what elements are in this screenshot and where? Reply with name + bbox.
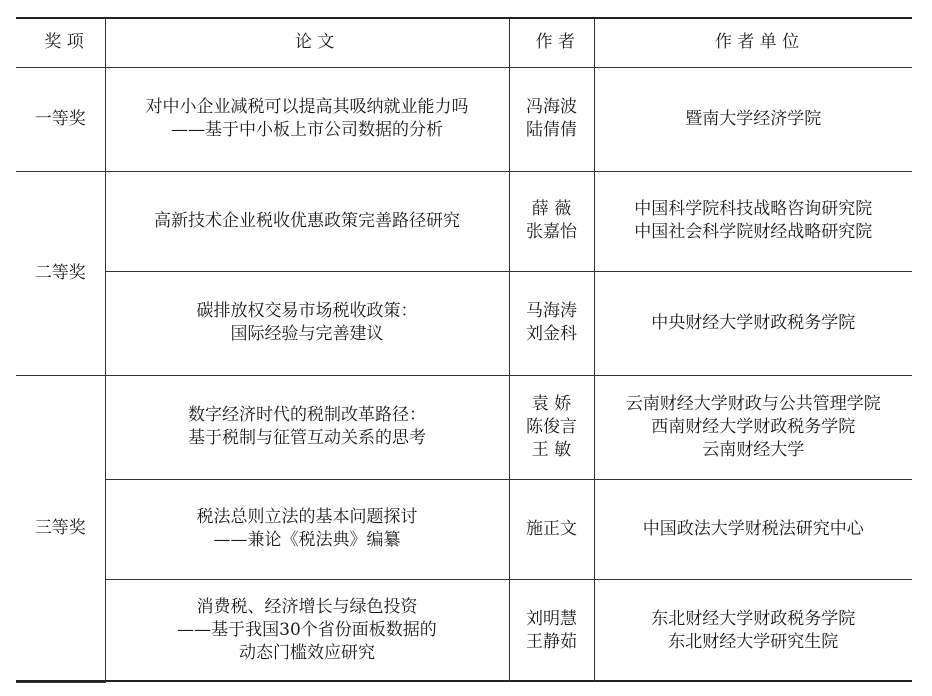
author-name: 陆倩倩 <box>526 120 577 140</box>
unit-name: 中国科学院科技战略咨询研究院 <box>634 199 873 219</box>
paper-title-line: 消费税、经济增长与绿色投资 <box>196 597 418 618</box>
author-name: 陈俊言 <box>526 416 577 437</box>
author-name: 袁 娇 <box>531 393 572 414</box>
author-name: 王 敏 <box>531 439 572 460</box>
paper-subtitle-line: 基于税制与征管互动关系的思考 <box>188 428 426 448</box>
award-table <box>16 19 912 683</box>
paper-cell <box>105 171 509 271</box>
author-name: 薛 薇 <box>531 199 572 219</box>
paper-subtitle-line: ——兼论《税法典》编纂 <box>213 530 401 550</box>
authors-cell <box>509 579 594 682</box>
paper-cell <box>105 271 509 375</box>
author-name: 冯海波 <box>526 97 577 117</box>
paper-subtitle-line: ——基于中小板上市公司数据的分析 <box>171 120 443 140</box>
award-second: 二等奖 <box>16 171 105 375</box>
unit-cell <box>594 171 912 271</box>
author-name: 施正文 <box>526 518 577 539</box>
authors-cell <box>509 479 594 579</box>
author-name: 马海涛 <box>526 301 577 321</box>
table-row <box>16 171 912 271</box>
paper-title-line: 碳排放权交易市场税收政策： <box>196 301 418 321</box>
paper-title-line: 对中小企业减税可以提高其吸纳就业能力吗 <box>145 97 469 117</box>
author-name: 张嘉怡 <box>526 222 577 242</box>
authors-cell <box>509 375 594 479</box>
unit-name: 中国政法大学财税法研究中心 <box>642 518 864 539</box>
header-paper: 论 文 <box>105 19 509 67</box>
paper-cell <box>105 479 509 579</box>
award-third: 三等奖 <box>16 375 105 682</box>
unit-cell <box>594 67 912 171</box>
unit-name: 西南财经大学财政税务学院 <box>651 416 856 437</box>
header-row <box>16 19 912 67</box>
paper-cell <box>105 579 509 682</box>
header-award: 奖 项 <box>16 19 105 67</box>
unit-name: 中国社会科学院财经战略研究院 <box>634 222 873 242</box>
paper-title-line: 数字经济时代的税制改革路径： <box>188 405 426 425</box>
unit-name: 东北财经大学财政税务学院 <box>651 608 856 629</box>
unit-name: 中央财经大学财政税务学院 <box>651 312 856 333</box>
unit-name: 暨南大学经济学院 <box>685 108 822 129</box>
paper-cell <box>105 67 509 171</box>
paper-title-line: 税法总则立法的基本问题探讨 <box>196 507 418 527</box>
unit-cell <box>594 479 912 579</box>
unit-cell <box>594 271 912 375</box>
authors-cell <box>509 171 594 271</box>
unit-name: 云南财经大学财政与公共管理学院 <box>625 393 881 414</box>
authors-cell <box>509 67 594 171</box>
award-table-frame <box>16 17 912 682</box>
paper-title-line: 高新技术企业税收优惠政策完善路径研究 <box>154 210 460 231</box>
unit-name: 云南财经大学 <box>702 439 805 460</box>
authors-cell <box>509 271 594 375</box>
table-row <box>16 479 912 579</box>
author-name: 王静茹 <box>526 631 577 652</box>
award-first: 一等奖 <box>16 67 105 171</box>
unit-cell <box>594 375 912 479</box>
header-unit: 作 者 单 位 <box>594 19 912 67</box>
table-row <box>16 579 912 682</box>
paper-subtitle-line: 动态门槛效应研究 <box>239 643 375 664</box>
author-name: 刘金科 <box>526 324 577 344</box>
table-row <box>16 271 912 375</box>
header-authors: 作 者 <box>509 19 594 67</box>
author-name: 刘明慧 <box>526 608 577 629</box>
unit-cell <box>594 579 912 682</box>
table-row <box>16 67 912 171</box>
paper-subtitle-line: 国际经验与完善建议 <box>230 324 384 344</box>
table-row <box>16 375 912 479</box>
paper-cell <box>105 375 509 479</box>
paper-subtitle-line: ——基于我国30个省份面板数据的 <box>177 620 437 641</box>
unit-name: 东北财经大学研究生院 <box>668 631 839 652</box>
